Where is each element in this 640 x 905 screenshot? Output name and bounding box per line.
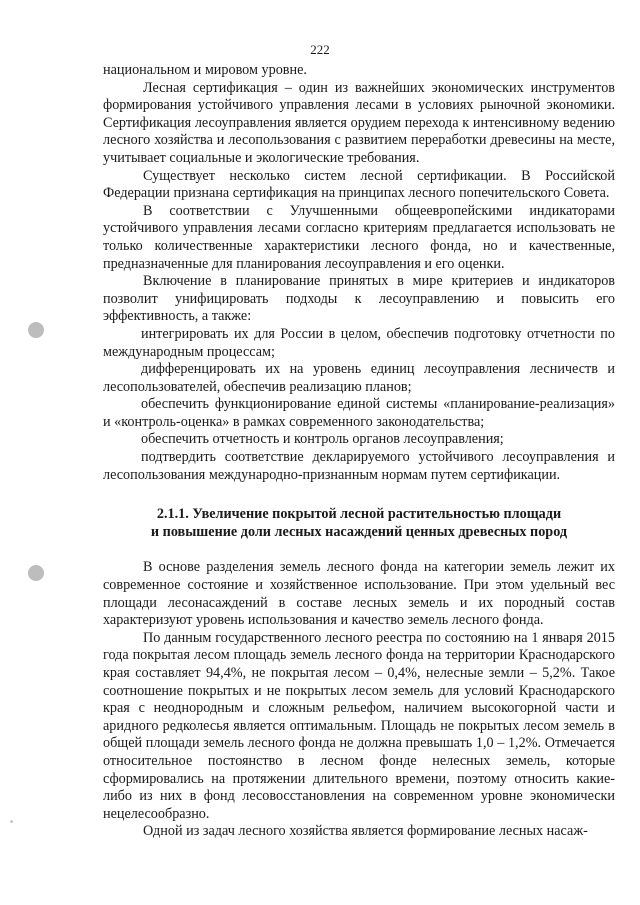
paragraph-continuation: национальном и мировом уровне. <box>103 62 307 78</box>
punch-hole-mark <box>28 565 44 581</box>
page-body <box>103 62 615 841</box>
page-number: 222 <box>310 42 330 57</box>
list-item: подтвердить соответствие декларируемого устойчивого лесоуправления и лесопользования международно-признанным нормам путем сертификации. <box>103 449 615 483</box>
list-item: обеспечить отчетность и контроль органов лесоуправления; <box>141 431 504 448</box>
paragraph-land-categories: В основе разделения земель лесного фонда на категории земель лежит их современное состояние и хозяйственное использование. При этом удельный вес площади лесонасаждений в составе лесных земель и их породный состав характеризуют уровень использования и качество земель лесного фонда. <box>103 559 615 629</box>
paragraph-certification: Лесная сертификация – один из важнейших экономических инструментов формирования устойчивого управления лесами в условиях рыночной экономики. Сертификация лесоуправления является орудием перехода к интенсивному ведению лесного хозяйства и лесопользования с развитием переработки древесины на месте, учитывает социальные и экологические требования. <box>103 79 615 166</box>
punch-hole-mark <box>28 322 44 338</box>
section-heading-line: 2.1.1. Увеличение покрытой лесной растительностью площади <box>156 506 562 523</box>
paragraph-planning: Включение в планирование принятых в мире критериев и индикаторов позволит унифицировать подходы к лесоуправлению и повысить его эффективность, а также: <box>103 273 615 325</box>
scan-speck <box>10 820 13 823</box>
paragraph-certification-systems: Существует несколько систем лесной сертификации. В Российской Федерации признана сертификация на принципах лесного попечительского Совета. <box>103 167 615 202</box>
section-heading-line: и повышение доли лесных насаждений ценных древесных пород <box>150 523 568 540</box>
list-item: дифференцировать их на уровень единиц лесоуправления лесничеств и лесопользователей, обеспечив реализацию планов; <box>103 361 615 395</box>
section-heading <box>103 506 615 541</box>
paragraph-forestry-tasks: Одной из задач лесного хозяйства является формирование лесных насаж- <box>143 823 588 840</box>
paragraph-indicators: В соответствии с Улучшенными общеевропейскими индикаторами устойчивого управления лесами согласно критериям предлагается использовать не только количественные характеристики лесного фонда, но и качественные, предназначенные для планирования лесоуправления и его оценки. <box>103 202 615 272</box>
list-item: интегрировать их для России в целом, обеспечив подготовку отчетности по международным процессам; <box>103 325 615 360</box>
list-item: обеспечить функционирование единой системы «планирование-реализация» и «контроль-оценка» в рамках современного законодательства; <box>103 396 615 430</box>
paragraph-forest-registry: По данным государственного лесного реестра по состоянию на 1 января 2015 года покрытая лесом площадь земель лесного фонда на территории Краснодарского края составляет 94,4%, не покрытая лесом – 0,4%, нелесные земли – 5,2%. Такое соотношение покрытых и не покрытых лесом земель для условий Краснодарского края с неоднородным и сложным рельефом, наличием высокогорной части и аридного редколесья является оптимальным. Площадь не покрытых лесом земель в общей площади земель лесного фонда не должна превышать 1,0 – 1,2%. Отмечается относительное постоянство в лесном фонде нелесных земель, которые сформировались на протяжении длительного времени, поэтому относить какие-либо из них в фонд лесовосстановления на современном уровне экономически нецелесообразно. <box>103 629 615 822</box>
